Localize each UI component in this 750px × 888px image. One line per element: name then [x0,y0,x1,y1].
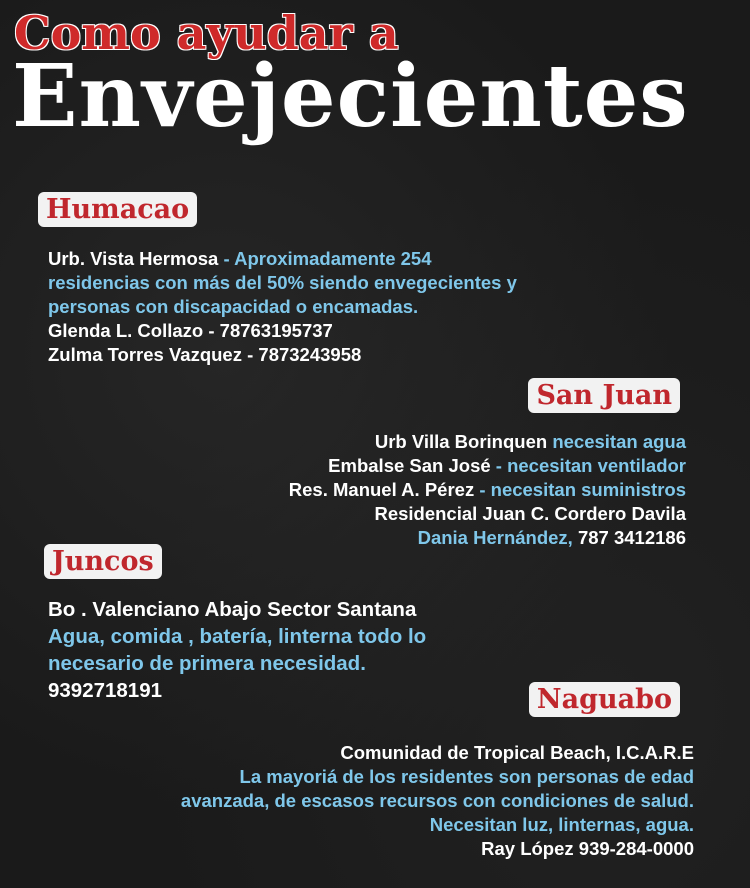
humacao-location: Urb. Vista Hermosa [48,248,219,269]
san-juan-location-4: Residencial Juan C. Cordero Davila [374,503,686,524]
san-juan-need-1: necesitan agua [547,431,686,452]
section-juncos [48,596,426,704]
humacao-detail-1: - Aproximadamente 254 [218,248,432,269]
san-juan-contact-phone: 787 3412186 [572,527,686,548]
san-juan-need-3: - necesitan suministros [474,479,686,500]
juncos-needs-2: necesario de primera necesidad. [48,652,366,675]
naguabo-contact: Ray López 939-284-0000 [481,838,694,859]
juncos-location: Bo . Valenciano Abajo Sector Santana [48,598,417,621]
san-juan-location-3: Res. Manuel A. Pérez [288,479,475,500]
section-tag-humacao: Humacao [38,192,197,227]
san-juan-location-1: Urb Villa Borinquen [374,431,548,452]
humacao-contact-1: Glenda L. Collazo - 78763195737 [48,320,333,341]
san-juan-contact-name: Dania Hernández, [417,527,573,548]
naguabo-needs: Necesitan luz, linternas, agua. [429,814,694,835]
section-humacao [48,247,517,367]
san-juan-location-2: Embalse San José [328,455,491,476]
humacao-detail-2: residencias con más del 50% siendo envegecientes y [48,272,517,293]
naguabo-location: Comunidad de Tropical Beach, I.C.A.R.E [340,742,694,763]
humacao-detail-3: personas con discapacidad o encamadas. [48,296,419,317]
juncos-needs-1: Agua, comida , batería, linterna todo lo [48,625,427,648]
section-tag-juncos: Juncos [44,544,162,579]
san-juan-need-2: - necesitan ventilador [490,455,686,476]
title-main: Envejecientes [12,46,689,147]
section-san-juan [289,430,686,550]
title-top: Como ayudar a [14,6,399,60]
section-naguabo [181,741,694,861]
section-tag-san-juan: San Juan [528,378,680,413]
juncos-contact: 9392718191 [48,679,163,702]
section-tag-naguabo: Naguabo [529,682,680,717]
naguabo-detail-1: La mayoriá de los residentes son personas de edad [239,766,694,787]
naguabo-detail-2: avanzada, de escasos recursos con condiciones de salud. [180,790,694,811]
humacao-contact-2: Zulma Torres Vazquez - 7873243958 [48,344,362,365]
